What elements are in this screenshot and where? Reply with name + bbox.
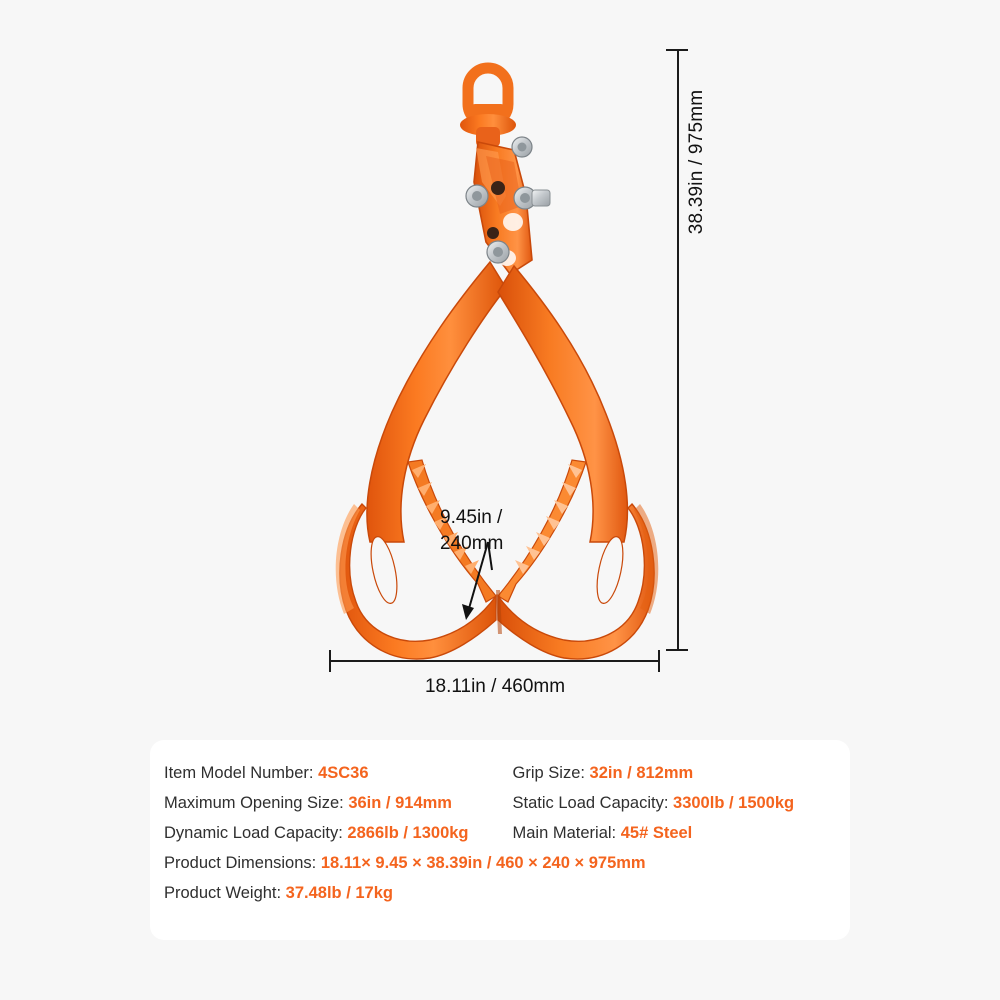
inner-dimension-line1: 9.45in / [440, 507, 503, 528]
height-dimension-label: 38.39in / 975mm [686, 89, 707, 235]
spec-key: Dynamic Load Capacity: [164, 824, 348, 842]
spec-key: Grip Size: [512, 764, 590, 782]
spec-key: Static Load Capacity: [512, 794, 674, 812]
spec-key: Maximum Opening Size: [164, 794, 349, 812]
spec-item-model-number [164, 764, 513, 783]
spec-value: 37.48lb / 17kg [285, 884, 393, 902]
spec-static-load-capacity [513, 794, 832, 813]
spec-key: Product Dimensions: [164, 854, 321, 872]
right-jaw [498, 460, 658, 659]
spec-list [150, 740, 850, 903]
spec-row [164, 884, 832, 903]
inner-dimension-label [440, 505, 503, 557]
spec-value: 45# Steel [620, 824, 693, 842]
width-dimension-line [330, 660, 660, 662]
height-dim-cap-top [666, 49, 688, 51]
spec-value: 18.11× 9.45 × 38.39in / 460 × 240 × 975mm [320, 854, 646, 872]
spec-card [150, 740, 850, 940]
spec-value: 2866lb / 1300kg [347, 824, 469, 842]
swivel-ring-icon [460, 68, 516, 147]
height-dim-cap-bottom [666, 649, 688, 651]
inner-dimension-line2: 240mm [440, 533, 504, 554]
spec-row [164, 764, 832, 783]
height-dimension-line [677, 50, 679, 650]
spec-main-material [513, 824, 832, 843]
spec-key: Product Weight: [164, 884, 286, 902]
width-dim-cap-right [658, 650, 660, 672]
spec-product-dimensions [164, 854, 832, 873]
spec-grip-size [513, 764, 832, 783]
spec-row [164, 854, 832, 873]
spec-dynamic-load-capacity [164, 824, 513, 843]
spec-value: 32in / 812mm [589, 764, 694, 782]
spec-value: 4SC36 [318, 764, 369, 782]
width-dim-cap-left [329, 650, 331, 672]
width-dimension-label: 18.11in / 460mm [424, 676, 566, 697]
spec-product-weight [164, 884, 832, 903]
spec-value: 3300lb / 1500kg [673, 794, 795, 812]
spec-row [164, 824, 832, 843]
spec-row [164, 794, 832, 813]
spec-key: Main Material: [512, 824, 621, 842]
spec-maximum-opening-size [164, 794, 513, 813]
spec-value: 36in / 914mm [348, 794, 452, 812]
spec-key: Item Model Number: [164, 764, 319, 782]
